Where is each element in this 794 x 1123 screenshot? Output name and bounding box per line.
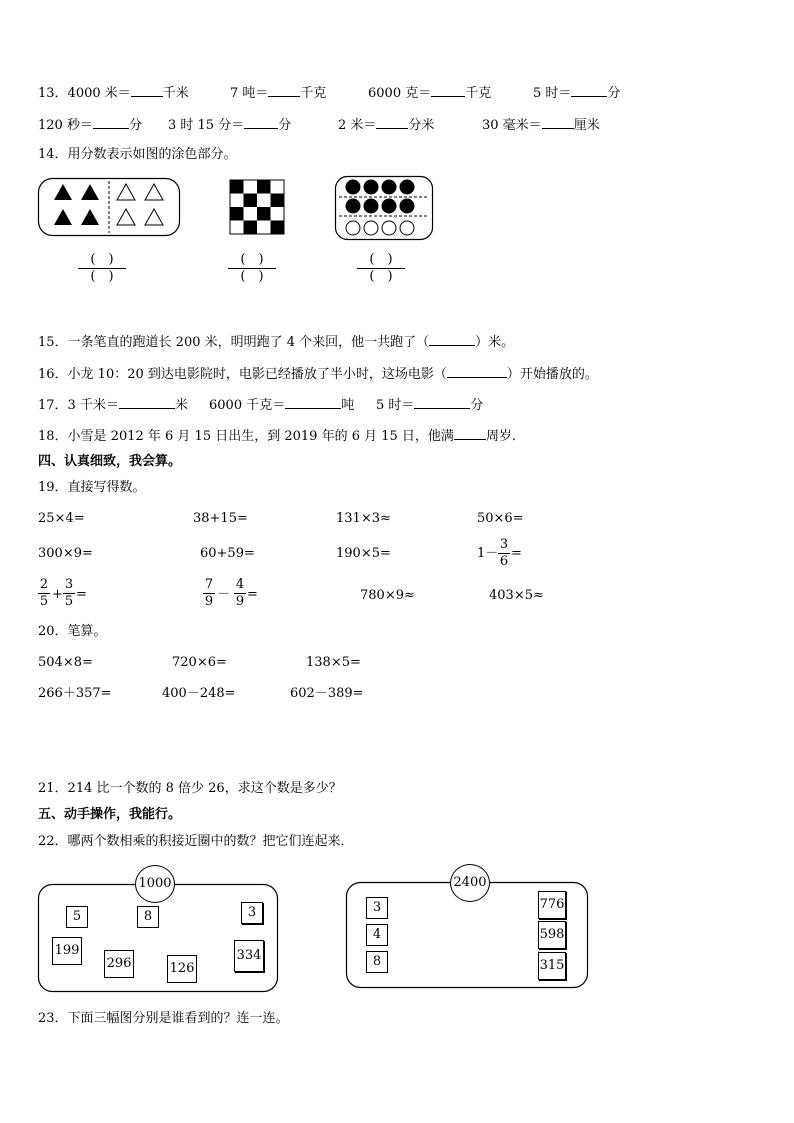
- q13-item-3: 6000 克＝ 千克: [368, 86, 492, 101]
- operator: －: [217, 587, 231, 602]
- fraction: 7 9: [204, 577, 214, 609]
- q13-item-1: 13．4000 米＝ 千米: [38, 86, 189, 101]
- answer-blank[interactable]: [571, 84, 607, 97]
- filled-circle: [400, 199, 415, 214]
- answer-blank[interactable]: [285, 396, 341, 409]
- empty-cell: [271, 207, 285, 221]
- calc-item: 400－248=: [162, 686, 236, 701]
- shaded-cell: [257, 180, 271, 194]
- empty-cell: [257, 221, 271, 235]
- section-5-heading: 五、动手操作，我能行。: [38, 807, 182, 822]
- calc-item: 190×5=: [336, 546, 391, 561]
- filled-circle: [400, 180, 415, 195]
- answer-blank[interactable]: [131, 84, 163, 97]
- calc-item: 38+15=: [193, 511, 248, 526]
- filled-circle: [346, 180, 361, 195]
- triangles-figure: [38, 178, 180, 236]
- calc-item: 300×9=: [38, 546, 93, 561]
- fraction-answer-2[interactable]: ( ) ( ): [228, 253, 276, 284]
- shaded-cell: [230, 207, 244, 221]
- empty-cell: [271, 180, 285, 194]
- equals-sign: =: [511, 546, 522, 561]
- equals-sign: =: [76, 587, 87, 602]
- calc-item: 50×6=: [477, 511, 524, 526]
- shaded-cell: [230, 180, 244, 194]
- number-box[interactable]: 3: [241, 902, 263, 924]
- number-box[interactable]: 3: [366, 897, 388, 919]
- q13-item-5: 120 秒＝ 分: [38, 118, 142, 133]
- empty-cell: [244, 207, 258, 221]
- calc-item: 266＋357=: [38, 686, 112, 701]
- fraction-answer-3[interactable]: ( ) ( ): [357, 253, 405, 284]
- fraction: 4 9: [235, 577, 245, 609]
- empty-circle: [364, 221, 378, 235]
- answer-blank[interactable]: [244, 116, 278, 129]
- q17-item-1: 17．3 千米＝ 米: [38, 398, 188, 413]
- circles-figure: [335, 176, 433, 240]
- answer-blank[interactable]: [454, 427, 486, 440]
- shaded-cell: [244, 221, 258, 235]
- filled-circle: [364, 180, 379, 195]
- calc-item: 720×6=: [172, 655, 227, 670]
- number-box[interactable]: 598: [538, 921, 566, 949]
- calc-item: 138×5=: [306, 655, 361, 670]
- calc-item: 602－389=: [290, 686, 364, 701]
- number-box[interactable]: 334: [234, 940, 264, 972]
- q13-item-2: 7 吨＝ 千克: [230, 86, 327, 101]
- filled-circle: [346, 199, 361, 214]
- calc-item: 403×5≈: [489, 588, 544, 603]
- shaded-cell: [244, 194, 258, 208]
- shaded-cell: [257, 207, 271, 221]
- empty-circle: [400, 221, 414, 235]
- answer-blank[interactable]: [414, 396, 470, 409]
- calc-item: 25×4=: [38, 511, 85, 526]
- target-circle-1000[interactable]: 1000: [135, 865, 175, 903]
- q16: 16．小龙 10：20 到达电影院时，电影已经播放了半小时，这场电影（ ）开始播放的。: [38, 367, 598, 382]
- shaded-cell: [271, 194, 285, 208]
- answer-blank[interactable]: [431, 84, 465, 97]
- q23: 23．下面三幅图分别是谁看到的？连一连。: [38, 1011, 289, 1026]
- fraction: 3 6: [499, 537, 509, 569]
- number-box[interactable]: 5: [66, 906, 88, 928]
- number-box[interactable]: 199: [52, 937, 82, 965]
- calc-item: 60+59=: [200, 546, 255, 561]
- q20-title: 20．笔算。: [38, 624, 107, 639]
- number-box[interactable]: 126: [167, 955, 197, 983]
- equals-sign: =: [247, 587, 258, 602]
- empty-circle: [346, 221, 360, 235]
- filled-circle: [382, 199, 397, 214]
- answer-blank[interactable]: [268, 84, 300, 97]
- calc-item-fraction: 1－: [477, 546, 499, 561]
- empty-cell: [244, 180, 258, 194]
- operator: +: [52, 587, 63, 602]
- number-box[interactable]: 296: [104, 950, 134, 978]
- shaded-cell: [271, 221, 285, 235]
- number-box[interactable]: 8: [366, 951, 388, 973]
- calc-item: 780×9≈: [360, 588, 415, 603]
- answer-blank[interactable]: [376, 116, 408, 129]
- fraction: 2 5: [39, 577, 49, 609]
- q21: 21．214 比一个数的 8 倍少 26，求这个数是多少？: [38, 781, 342, 796]
- calc-item: 131×3≈: [336, 511, 391, 526]
- answer-blank[interactable]: [93, 116, 129, 129]
- q13-item-4: 5 时＝ 分: [533, 86, 621, 101]
- q19-title: 19．直接写得数。: [38, 480, 146, 495]
- number-box[interactable]: 8: [137, 906, 159, 928]
- number-box[interactable]: 776: [538, 891, 566, 919]
- q13-item-6: 3 时 15 分＝ 分: [168, 118, 292, 133]
- answer-blank[interactable]: [429, 333, 475, 346]
- fraction-answer-1[interactable]: ( ) ( ): [78, 253, 126, 284]
- q17-item-3: 5 时＝ 分: [376, 398, 484, 413]
- calc-item: 504×8=: [38, 655, 93, 670]
- empty-cell: [230, 221, 244, 235]
- target-circle-2400[interactable]: 2400: [450, 864, 490, 902]
- filled-circle: [382, 180, 397, 195]
- q15: 15．一条笔直的跑道长 200 米，明明跑了 4 个来回，他一共跑了（ ）米。: [38, 335, 515, 350]
- number-box[interactable]: 4: [366, 924, 388, 946]
- q13-item-7: 2 米＝ 分米: [338, 118, 435, 133]
- answer-blank[interactable]: [119, 396, 175, 409]
- q13-item-8: 30 毫米＝ 厘米: [482, 118, 600, 133]
- q14-text: 14．用分数表示如图的涂色部分。: [38, 147, 237, 162]
- q22-text: 22．哪两个数相乘的积接近圈中的数？把它们连起来．: [38, 834, 354, 849]
- number-box[interactable]: 315: [538, 952, 566, 980]
- empty-circle: [382, 221, 396, 235]
- filled-circle: [364, 199, 379, 214]
- answer-blank[interactable]: [447, 365, 507, 378]
- section-4-heading: 四、认真细致，我会算。: [38, 454, 182, 469]
- checkerboard-figure: [230, 180, 284, 234]
- q17-item-2: 6000 千克＝ 吨: [209, 398, 355, 413]
- empty-cell: [230, 194, 244, 208]
- empty-cell: [257, 194, 271, 208]
- q18: 18．小雪是 2012 年 6 月 15 日出生，到 2019 年的 6 月 15 日，他满 周岁．: [38, 429, 525, 444]
- answer-blank[interactable]: [542, 116, 574, 129]
- fraction: 3 5: [64, 577, 74, 609]
